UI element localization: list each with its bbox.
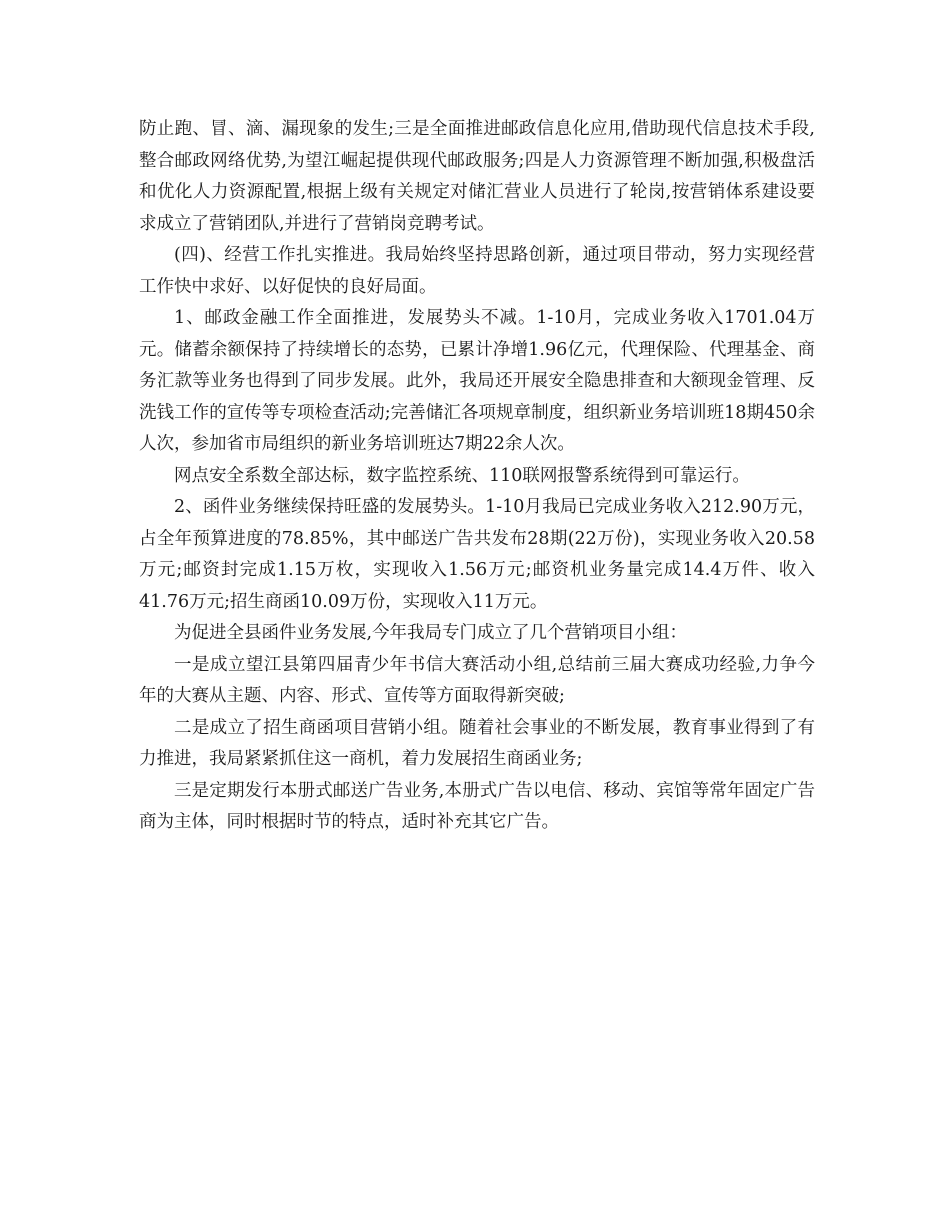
paragraph-6: 为促进全县函件业务发展,今年我局专门成立了几个营销项目小组： [174,623,688,643]
document-body [139,114,815,839]
paragraph-8: 二是成立了招生商函项目营销小组。随着社会事业的不断发展，教育事业得到了有力推进，我局紧紧抓住这一商机，着力发展招生商函业务; [139,717,815,769]
paragraph-4: 网点安全系数全部达标，数字监控系统、110联网报警系统得到可靠运行。 [174,465,750,486]
paragraph-7: 一是成立望江县第四届青少年书信大赛活动小组,总结前三届大赛成功经验,力争今年的大赛从主题、内容、形式、宣传等方面取得新突破; [139,654,815,706]
paragraph-3: 1、邮政金融工作全面推进，发展势头不减。1-10月，完成业务收入1701.04万元。储蓄余额保持了持续增长的态势，已累计净增1.96亿元，代理保险、代理基金、商务汇款等业务也得到了同步发展。此外，我局还开展安全隐患排查和大额现金管理、反洗钱工作的宣传等专项检查活动;完善储汇各项规章制度，组织新业务培训班18期450余人次，参加省市局组织的新业务培训班达7期22余人次。 [139,308,815,454]
paragraph-2: (四)、经营工作扎实推进。我局始终坚持思路创新，通过项目带动，努力实现经营工作快中求好、以好促快的良好局面。 [139,245,815,297]
paragraph-1: 防止跑、冒、滴、漏现象的发生;三是全面推进邮政信息化应用,借助现代信息技术手段,整合邮政网络优势,为望江崛起提供现代邮政服务;四是人力资源管理不断加强,积极盘活和优化人力资源配置,根据上级有关规定对储汇营业人员进行了轮岗,按营销体系建设要求成立了营销团队,并进行了营销岗竞聘考试。 [139,119,815,234]
paragraph-9: 三是定期发行本册式邮送广告业务,本册式广告以电信、移动、宾馆等常年固定广告商为主体，同时根据时节的特点，适时补充其它广告。 [139,780,815,832]
paragraph-5: 2、函件业务继续保持旺盛的发展势头。1-10月我局已完成业务收入212.90万元，占全年预算进度的78.85%，其中邮送广告共发布28期(22万份)，实现业务收入20.58万元;邮资封完成1.15万枚，实现收入1.56万元;邮资机业务量完成14.4万件、收入41.76万元;招生商函10.09万份，实现收入11万元。 [139,497,815,612]
